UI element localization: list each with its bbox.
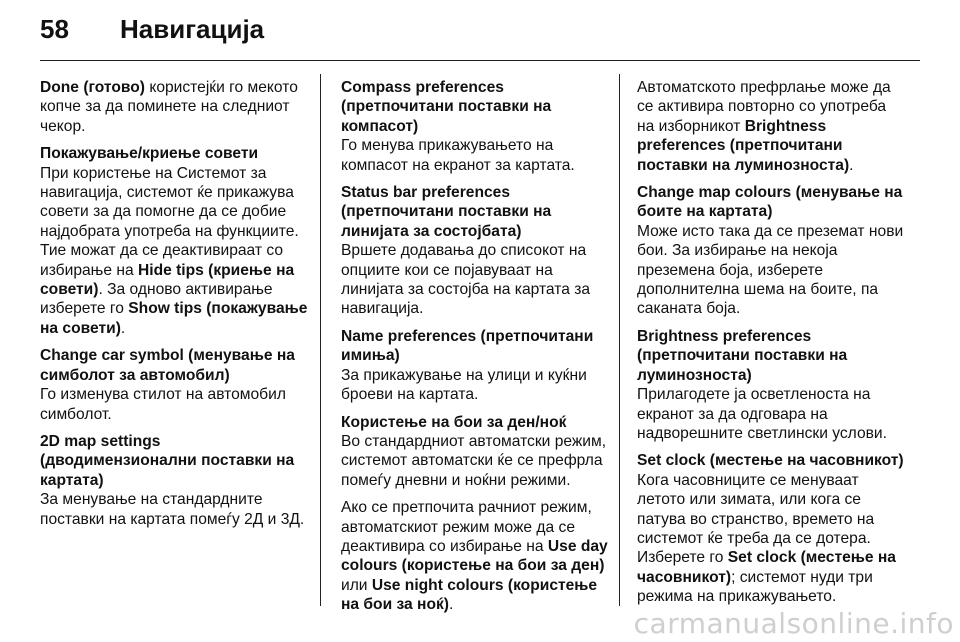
tips-body (40, 164, 308, 339)
tips-text-c: . (120, 319, 126, 337)
brightness-heading: Brightness preferences (претпочитани поставки на луминозноста) (637, 327, 848, 384)
watermark: carmanualsonline.info (633, 607, 954, 640)
car-symbol-heading: Change car symbol (менување на симболот за автомобил) (40, 347, 295, 384)
status-bar-heading: Status bar preferences (претпочитани поставки на линијата за состојбата) (341, 184, 552, 240)
set-clock-option: Set clock (местење на часовникот) (637, 549, 896, 586)
manual-end: . (449, 596, 454, 614)
clock-text-b: ; системот нуди три режима на прикажувањето. (637, 568, 873, 606)
auto-end: . (849, 156, 854, 174)
day-night-section (341, 413, 609, 491)
day-night-heading: Користење на бои за ден/ноќ (341, 413, 567, 431)
compass-heading: Compass preferences (претпочитани поставки на компасот) (341, 79, 552, 135)
tips-heading: Покажување/криење совети (40, 145, 259, 163)
auto-switch-paragraph (637, 78, 907, 175)
clock-section (637, 451, 907, 606)
car-symbol-text: Го изменува стилот на автомобил симболот. (40, 386, 286, 423)
column-1 (40, 78, 308, 537)
column-divider-2 (619, 74, 620, 606)
map-colours-text: Може исто така да се преземат нови бои. За избирање на некоја преземена боја, изберете дополнителна шема на боите, па саканата боја. (637, 222, 904, 318)
manual-or: или (341, 576, 372, 594)
tips-text-b: . За одново активирање изберете го (40, 281, 273, 318)
done-paragraph (40, 78, 308, 136)
tips-section (40, 144, 308, 338)
day-night-text: Во стандардниот автоматски режим, системот автоматски ќе се префрла помеѓу дневни и ноќни режими. (341, 432, 607, 489)
clock-body (637, 471, 907, 607)
map-colours-section (637, 183, 907, 319)
map-2d-heading: 2D map settings (дводимензионални поставки на картата) (40, 432, 295, 489)
map-2d-section (40, 432, 308, 529)
done-text: користејќи го мекото копче за да поминете на следниот чекор. (40, 79, 298, 135)
status-bar-text: Вршете додавања до списокот на опциите кои се појавуваат на линијата за состојба на картата за навигација. (341, 242, 591, 318)
tips-text-a: При користење на Системот за навигација, системот ќе прикажува совети за да помогне да се добие најдобрата употреба на функциите. Тие можат да се деактивираат со избирање на (40, 164, 299, 279)
page-number: 58 (40, 14, 69, 44)
column-2 (341, 78, 609, 623)
clock-text-a: Кога часовниците се менуваат летото или зимата, или кога се патува во странство, времето на системот ќе треба да се дотера. Изберете го (637, 471, 875, 567)
auto-text-a: Автоматското префрлање може да се активира повторно со употреба на изборникот (637, 79, 891, 135)
chapter-title: Навигација (120, 14, 265, 44)
compass-section (341, 78, 609, 175)
tips-show-option: Show tips (покажување на совети) (40, 300, 308, 337)
car-symbol-section (40, 346, 308, 424)
map-colours-heading: Change map colours (менување на боите на картата) (637, 184, 903, 221)
compass-text: Го менува прикажувањето на компасот на екранот за картата. (341, 137, 575, 174)
map-2d-text: За менување на стандардните поставки на картата помеѓу 2Д и 3Д. (40, 491, 305, 528)
status-bar-section (341, 183, 609, 319)
manual-text-a: Ако се претпочита рачниот режим, автоматскиот режим може да се деактивира со избирање на (341, 499, 592, 555)
header-rule (40, 60, 920, 61)
use-night-colours-option: Use night colours (користење на бои за ноќ) (341, 576, 598, 614)
page-header (40, 14, 264, 54)
brightness-section (637, 327, 907, 443)
manual-mode-paragraph (341, 498, 609, 614)
tips-hide-option: Hide tips (криење на совети) (40, 261, 295, 299)
name-prefs-section (341, 327, 609, 405)
name-prefs-heading: Name preferences (претпочитани имиња) (341, 327, 594, 365)
clock-heading: Set clock (местење на часовникот) (637, 452, 904, 470)
brightness-text: Прилагодете ја осветленоста на екранот за да одговара на надворешните светлински услови. (637, 386, 887, 442)
use-day-colours-option: Use day colours (користење на бои за ден) (341, 537, 608, 575)
name-prefs-text: За прикажување на улици и куќни броеви на картата. (341, 366, 587, 404)
brightness-prefs-option: Brightness preferences (претпочитани поставки на луминозноста) (637, 117, 850, 174)
done-label: Done (готово) (40, 79, 145, 96)
column-3 (637, 78, 907, 615)
column-divider-1 (320, 74, 321, 606)
